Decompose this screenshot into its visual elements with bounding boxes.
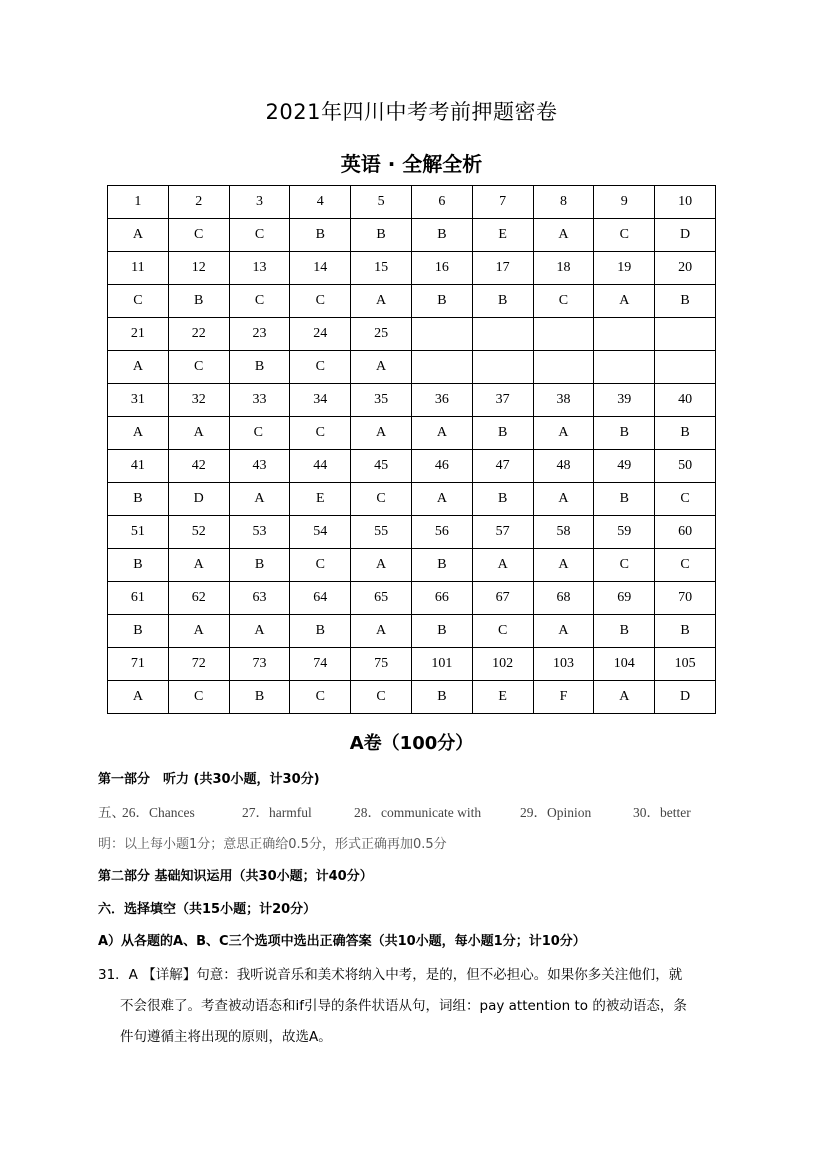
- answer-cell: [594, 351, 655, 384]
- scoring-note: 明：以上每小题1分；意思正确给0.5分，形式正确再加0.5分: [98, 837, 447, 852]
- answer-cell: B: [411, 681, 472, 714]
- question-number-cell: 19: [594, 252, 655, 285]
- answer-cell: B: [229, 681, 290, 714]
- answer-cell: D: [168, 483, 229, 516]
- answer-row: [108, 219, 716, 252]
- answer-cell: E: [472, 681, 533, 714]
- question-number-cell: 72: [168, 648, 229, 681]
- question-number-cell: 69: [594, 582, 655, 615]
- answer-cell: C: [351, 681, 412, 714]
- answer-cell: E: [472, 219, 533, 252]
- answer-cell: B: [108, 549, 169, 582]
- question-number-cell: 35: [351, 384, 412, 417]
- answer-cell: F: [533, 681, 594, 714]
- question-number-cell: 40: [655, 384, 716, 417]
- answer-cell: A: [168, 615, 229, 648]
- answer-cell: C: [290, 549, 351, 582]
- question-number-cell: 13: [229, 252, 290, 285]
- answer-cell: C: [229, 285, 290, 318]
- question-number-cell: 5: [351, 186, 412, 219]
- question-number-cell: 48: [533, 450, 594, 483]
- answer-cell: C: [168, 219, 229, 252]
- answer-cell: C: [108, 285, 169, 318]
- question-number-cell: 16: [411, 252, 472, 285]
- question-number-cell: 23: [229, 318, 290, 351]
- answer-row: [108, 681, 716, 714]
- subsection-a-heading: A）从各题的A、B、C三个选项中选出正确答案（共10小题，每小题1分；计10分）: [98, 934, 586, 949]
- question-number-cell: 67: [472, 582, 533, 615]
- question-number-cell: 20: [655, 252, 716, 285]
- q31-line-2: 不会很难了。考查被动语态和if引导的条件状语从句，词组：pay attention to 的被动语态，条: [120, 998, 687, 1014]
- answer-cell: C: [655, 483, 716, 516]
- question-number-cell: 36: [411, 384, 472, 417]
- answer-cell: [411, 351, 472, 384]
- question-number-cell: 44: [290, 450, 351, 483]
- question-number-cell: 54: [290, 516, 351, 549]
- question-number-cell: 21: [108, 318, 169, 351]
- question-number-cell: 24: [290, 318, 351, 351]
- question-number-cell: 3: [229, 186, 290, 219]
- question-number-cell: 55: [351, 516, 412, 549]
- answer-cell: A: [533, 549, 594, 582]
- question-number-cell: [472, 318, 533, 351]
- listening-prefix: 五、: [98, 805, 125, 820]
- question-number-cell: 42: [168, 450, 229, 483]
- answer-cell: C: [533, 285, 594, 318]
- question-number-cell: 74: [290, 648, 351, 681]
- document-title: 2021年四川中考考前押题密卷: [265, 100, 558, 124]
- listening-answer-30: 30．better: [633, 805, 691, 820]
- answer-cell: A: [229, 483, 290, 516]
- question-number-row: [108, 582, 716, 615]
- answer-cell: B: [108, 615, 169, 648]
- question-number-cell: 68: [533, 582, 594, 615]
- question-number-row: [108, 318, 716, 351]
- question-number-cell: [533, 318, 594, 351]
- answer-cell: A: [533, 417, 594, 450]
- question-number-cell: 12: [168, 252, 229, 285]
- answer-cell: C: [594, 219, 655, 252]
- question-number-cell: 66: [411, 582, 472, 615]
- question-number-row: [108, 516, 716, 549]
- answer-cell: C: [229, 417, 290, 450]
- question-number-cell: 11: [108, 252, 169, 285]
- question-number-cell: 58: [533, 516, 594, 549]
- document-subtitle: 英语 · 全解全析: [340, 152, 483, 176]
- answer-cell: B: [472, 483, 533, 516]
- answer-cell: B: [655, 417, 716, 450]
- question-number-cell: 4: [290, 186, 351, 219]
- answer-cell: A: [351, 615, 412, 648]
- answer-cell: C: [168, 681, 229, 714]
- question-number-row: [108, 450, 716, 483]
- answer-row: [108, 483, 716, 516]
- question-number-cell: 38: [533, 384, 594, 417]
- answer-row: [108, 549, 716, 582]
- question-number-cell: 22: [168, 318, 229, 351]
- listening-answer-28: 28．communicate with: [354, 805, 482, 820]
- answer-cell: B: [168, 285, 229, 318]
- question-number-cell: 45: [351, 450, 412, 483]
- answer-cell: B: [290, 219, 351, 252]
- question-number-cell: 103: [533, 648, 594, 681]
- question-number-cell: 53: [229, 516, 290, 549]
- answer-cell: A: [108, 681, 169, 714]
- part1-heading: 第一部分 听力 (共30小题，计30分): [98, 772, 320, 787]
- answer-cell: B: [411, 615, 472, 648]
- answer-cell: A: [533, 219, 594, 252]
- question-number-cell: 64: [290, 582, 351, 615]
- question-number-row: [108, 252, 716, 285]
- answer-cell: B: [655, 615, 716, 648]
- question-number-cell: 1: [108, 186, 169, 219]
- question-number-cell: 105: [655, 648, 716, 681]
- answer-cell: A: [229, 615, 290, 648]
- answer-cell: A: [472, 549, 533, 582]
- q31-line-3: 件句遵循主将出现的原则，故选A。: [120, 1029, 332, 1045]
- answer-row: [108, 285, 716, 318]
- question-number-cell: 59: [594, 516, 655, 549]
- q31-line-1: 31．A 【详解】句意：我听说音乐和美术将纳入中考，是的，但不必担心。如果你多关注他们，就: [98, 967, 683, 983]
- question-number-cell: 7: [472, 186, 533, 219]
- listening-answer-27: 27．harmful: [242, 805, 312, 820]
- question-number-cell: 47: [472, 450, 533, 483]
- question-number-cell: 15: [351, 252, 412, 285]
- answer-cell: A: [411, 417, 472, 450]
- answer-table: [107, 185, 716, 714]
- answer-cell: C: [655, 549, 716, 582]
- listening-answer-26: 26．Chances: [122, 805, 195, 820]
- question-number-cell: 104: [594, 648, 655, 681]
- answer-cell: A: [168, 417, 229, 450]
- question-number-cell: 8: [533, 186, 594, 219]
- question-number-cell: 14: [290, 252, 351, 285]
- question-number-cell: 6: [411, 186, 472, 219]
- question-number-cell: 57: [472, 516, 533, 549]
- answer-cell: A: [594, 681, 655, 714]
- answer-cell: B: [472, 417, 533, 450]
- question-number-cell: 60: [655, 516, 716, 549]
- answer-cell: A: [351, 285, 412, 318]
- answer-cell: A: [411, 483, 472, 516]
- question-number-cell: 37: [472, 384, 533, 417]
- question-number-cell: 34: [290, 384, 351, 417]
- answer-cell: E: [290, 483, 351, 516]
- answer-cell: A: [351, 417, 412, 450]
- question-number-cell: 63: [229, 582, 290, 615]
- listening-answer-29: 29．Opinion: [520, 805, 592, 820]
- answer-cell: C: [290, 351, 351, 384]
- answer-cell: A: [594, 285, 655, 318]
- question-number-cell: 17: [472, 252, 533, 285]
- question-number-cell: 43: [229, 450, 290, 483]
- answer-cell: B: [594, 615, 655, 648]
- answer-cell: C: [472, 615, 533, 648]
- answer-cell: A: [533, 615, 594, 648]
- question-number-cell: 61: [108, 582, 169, 615]
- answer-cell: [533, 351, 594, 384]
- section6-heading: 六．选择填空（共15小题；计20分）: [98, 902, 317, 917]
- question-number-cell: 18: [533, 252, 594, 285]
- question-number-cell: 65: [351, 582, 412, 615]
- answer-cell: C: [290, 417, 351, 450]
- answer-cell: B: [411, 549, 472, 582]
- question-number-row: [108, 384, 716, 417]
- answer-cell: B: [655, 285, 716, 318]
- question-number-row: [108, 648, 716, 681]
- answer-cell: B: [290, 615, 351, 648]
- question-number-cell: [594, 318, 655, 351]
- question-number-cell: 10: [655, 186, 716, 219]
- answer-cell: B: [411, 219, 472, 252]
- question-number-row: [108, 186, 716, 219]
- answer-cell: C: [594, 549, 655, 582]
- question-number-cell: 51: [108, 516, 169, 549]
- question-number-cell: 102: [472, 648, 533, 681]
- question-number-cell: 39: [594, 384, 655, 417]
- answer-cell: C: [290, 681, 351, 714]
- question-number-cell: [655, 318, 716, 351]
- question-number-cell: 52: [168, 516, 229, 549]
- answer-cell: B: [411, 285, 472, 318]
- answer-cell: B: [229, 351, 290, 384]
- question-number-cell: 25: [351, 318, 412, 351]
- answer-row: [108, 351, 716, 384]
- question-number-cell: 101: [411, 648, 472, 681]
- answer-cell: A: [108, 219, 169, 252]
- question-number-cell: 56: [411, 516, 472, 549]
- question-number-cell: 62: [168, 582, 229, 615]
- question-number-cell: 31: [108, 384, 169, 417]
- answer-cell: B: [472, 285, 533, 318]
- answer-cell: D: [655, 219, 716, 252]
- answer-cell: A: [168, 549, 229, 582]
- answer-cell: B: [351, 219, 412, 252]
- question-number-cell: 75: [351, 648, 412, 681]
- section-a-heading: A卷（100分）: [349, 733, 474, 754]
- answer-cell: C: [229, 219, 290, 252]
- question-number-cell: 71: [108, 648, 169, 681]
- question-number-cell: 73: [229, 648, 290, 681]
- question-number-cell: 33: [229, 384, 290, 417]
- answer-cell: D: [655, 681, 716, 714]
- answer-cell: A: [351, 351, 412, 384]
- part2-heading: 第二部分 基础知识运用（共30小题；计40分）: [98, 869, 373, 884]
- answer-row: [108, 615, 716, 648]
- question-number-cell: 50: [655, 450, 716, 483]
- answer-cell: [472, 351, 533, 384]
- answer-cell: C: [351, 483, 412, 516]
- question-number-cell: 46: [411, 450, 472, 483]
- question-number-cell: 9: [594, 186, 655, 219]
- answer-cell: A: [108, 417, 169, 450]
- answer-row: [108, 417, 716, 450]
- question-number-cell: 2: [168, 186, 229, 219]
- answer-cell: A: [108, 351, 169, 384]
- answer-cell: B: [108, 483, 169, 516]
- answer-cell: A: [533, 483, 594, 516]
- answer-cell: [655, 351, 716, 384]
- answer-cell: A: [351, 549, 412, 582]
- question-number-cell: 70: [655, 582, 716, 615]
- question-number-cell: 49: [594, 450, 655, 483]
- question-31-explanation: [98, 960, 728, 1053]
- answer-cell: C: [290, 285, 351, 318]
- question-number-cell: 41: [108, 450, 169, 483]
- answer-cell: B: [229, 549, 290, 582]
- question-number-cell: 32: [168, 384, 229, 417]
- answer-cell: C: [168, 351, 229, 384]
- answer-cell: B: [594, 417, 655, 450]
- question-number-cell: [411, 318, 472, 351]
- answer-cell: B: [594, 483, 655, 516]
